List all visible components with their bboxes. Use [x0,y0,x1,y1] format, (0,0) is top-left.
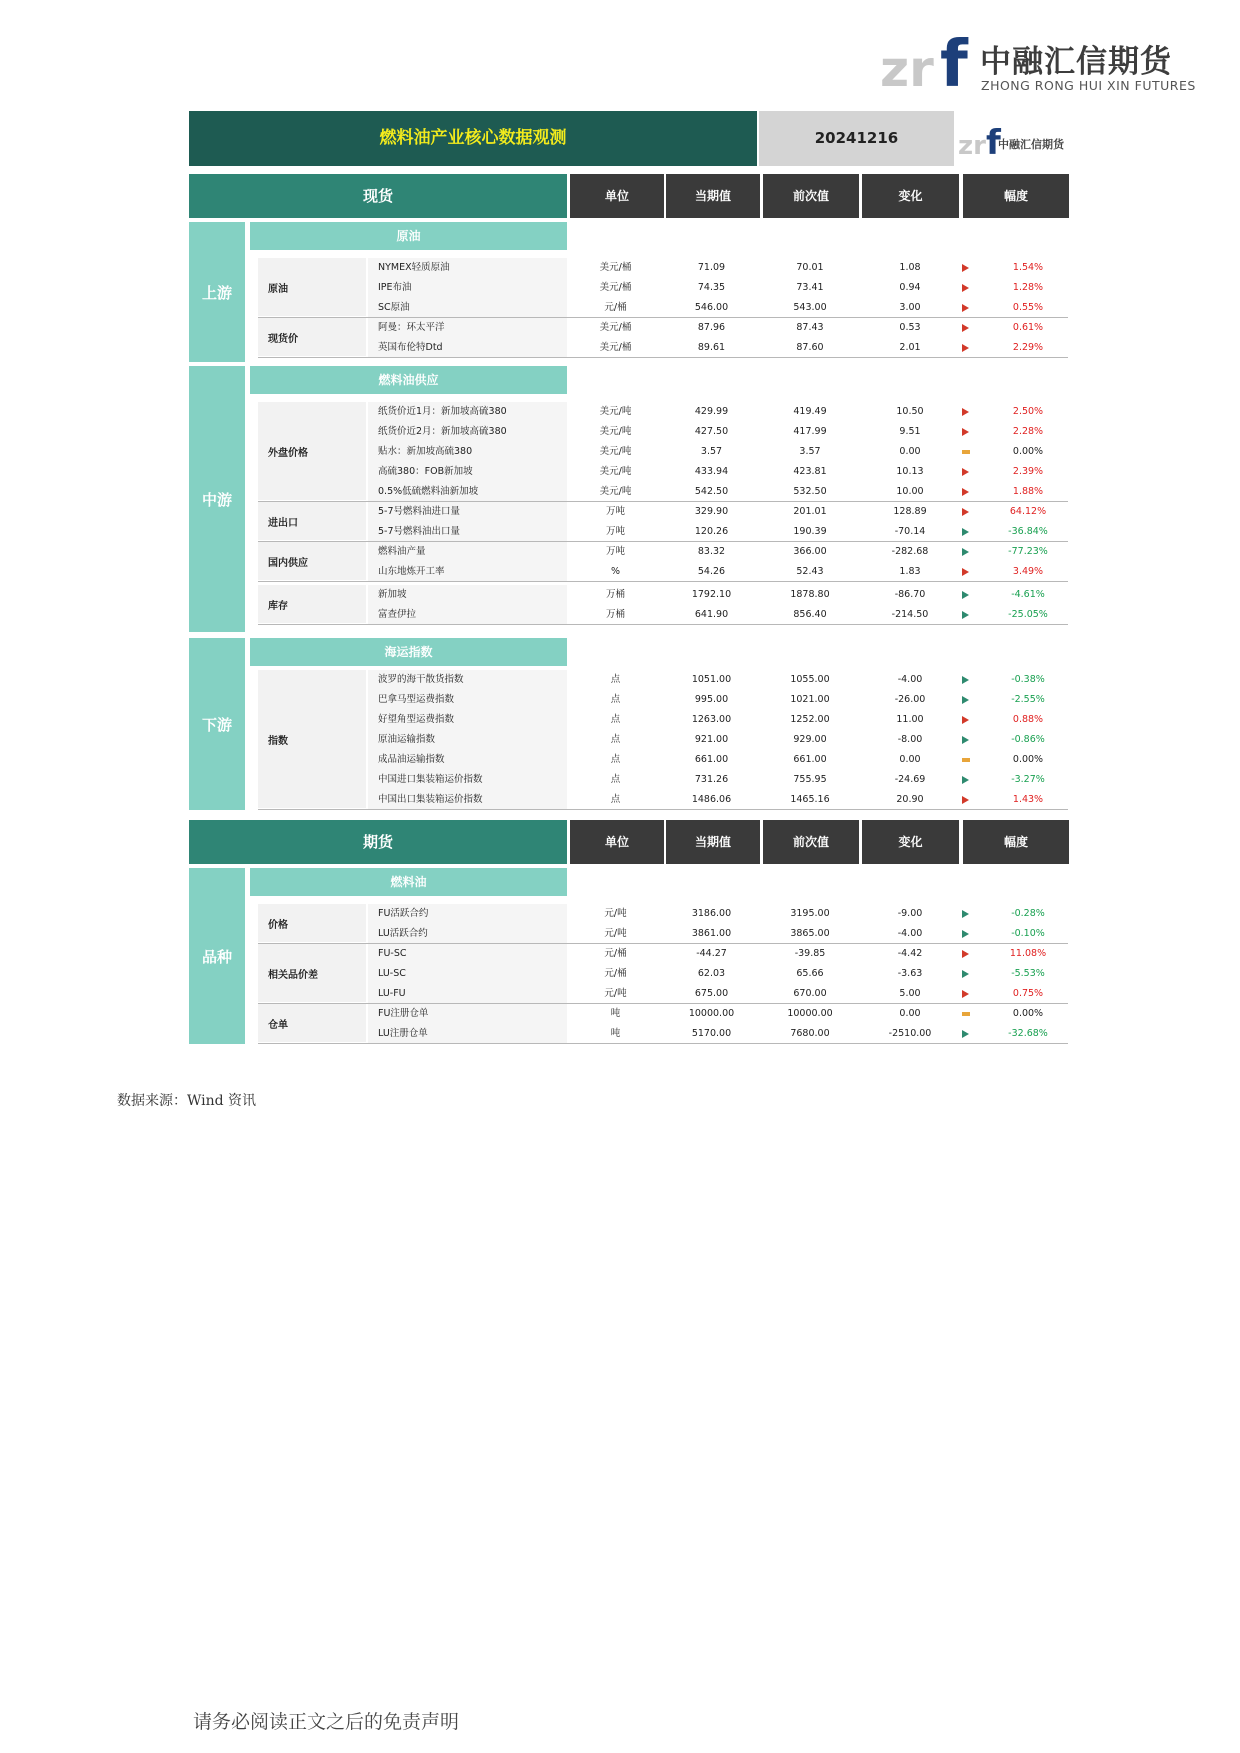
row-pct-change: 0.61% [1012,322,1044,333]
row-previous-value: 366.00 [793,546,827,557]
table-row [368,924,1068,944]
row-pct-change: -3.27% [1011,774,1045,785]
row-previous-value: 423.81 [793,466,827,477]
row-current-value: 3186.00 [691,908,732,919]
row-previous-value: 73.41 [796,282,824,293]
row-change: -4.00 [897,928,923,939]
row-unit: 点 [610,674,621,685]
row-unit: 元/吨 [604,908,627,919]
futures-header: 期货 [189,820,567,864]
row-unit: 万吨 [605,506,625,517]
down-flag-icon [962,910,969,918]
svg-text:f: f [986,123,1001,160]
row-name: 原油运输指数 [378,734,436,745]
downstream-side-label: 下游 [189,638,245,810]
row-pct-change: -36.84% [1008,526,1048,537]
table-row [368,964,1068,984]
row-current-value: 74.35 [697,282,726,293]
row-name: FU注册仓单 [378,1008,429,1019]
row-unit: 点 [610,794,621,805]
row-change: 0.00 [899,446,921,457]
column-header-previous: 前次值 [763,174,859,218]
up-flag-icon [962,264,969,272]
row-pct-change: -0.10% [1011,928,1045,939]
up-flag-icon [962,568,969,576]
row-current-value: 120.26 [694,526,729,537]
row-change: 10.13 [896,466,924,477]
row-name: 山东地炼开工率 [378,566,445,577]
table-row [368,690,1068,710]
row-pct-change: -77.23% [1008,546,1048,557]
table-row [368,318,1068,338]
row-change: 1.83 [899,566,921,577]
row-previous-value: 1252.00 [790,714,830,725]
table-row [368,522,1068,542]
column-header-unit: 单位 [570,174,664,218]
row-name: 新加坡 [378,589,407,600]
row-name: 好望角型运费指数 [378,714,455,725]
row-previous-value: 65.66 [796,968,824,979]
row-change: -4.42 [897,948,923,959]
row-pct-change: 0.00% [1012,446,1044,457]
table-row [368,338,1068,358]
row-name: FU-SC [378,948,407,959]
row-name: 波罗的海干散货指数 [378,674,464,685]
table-row [368,790,1068,810]
row-unit: 万桶 [605,609,625,620]
row-previous-value: -39.85 [794,948,826,959]
row-current-value: 5170.00 [691,1028,732,1039]
row-previous-value: 201.01 [793,506,827,517]
row-name: 0.5%低硫燃料油新加坡 [378,486,479,497]
row-unit: 美元/吨 [599,406,632,417]
row-unit: 元/桶 [604,968,627,979]
row-previous-value: 190.39 [793,526,827,537]
row-change: -24.69 [894,774,926,785]
row-unit: 吨 [610,1028,621,1039]
row-pct-change: 3.49% [1012,566,1044,577]
up-flag-icon [962,796,969,804]
up-flag-icon [962,304,969,312]
table-row [368,482,1068,502]
row-pct-change: -0.38% [1011,674,1045,685]
row-name: 成品油运输指数 [378,754,445,765]
up-flag-icon [962,468,969,476]
row-name: 阿曼：环太平洋 [378,322,445,333]
table-row [368,904,1068,924]
column-header-current: 当期值 [666,820,760,864]
logo-english-name: ZHONG RONG HUI XIN FUTURES [981,78,1196,93]
category-label: 指数 [258,670,366,808]
up-flag-icon [962,284,969,292]
row-unit: 点 [610,774,621,785]
row-previous-value: 532.50 [793,486,827,497]
row-name: LU-FU [378,988,406,999]
row-pct-change: 0.88% [1012,714,1044,725]
row-name: 纸货价近1月：新加坡高硫380 [378,406,507,417]
table-row [368,542,1068,562]
row-change: -3.63 [897,968,923,979]
row-previous-value: 1465.16 [790,794,830,805]
table-row [368,442,1068,462]
row-unit: 美元/桶 [599,282,632,293]
up-flag-icon [962,716,969,724]
column-header-change: 变化 [862,174,959,218]
down-flag-icon [962,696,969,704]
row-previous-value: 70.01 [796,262,824,273]
flat-bar-icon [962,450,970,454]
row-change: 128.89 [893,506,927,517]
row-unit: % [610,566,621,577]
up-flag-icon [962,950,969,958]
row-unit: 元/桶 [604,948,627,959]
row-change: -26.00 [894,694,926,705]
row-current-value: 427.50 [694,426,729,437]
row-pct-change: -2.55% [1011,694,1045,705]
row-unit: 吨 [610,1008,621,1019]
row-current-value: 71.09 [697,262,726,273]
row-unit: 美元/吨 [599,486,632,497]
row-change: 0.94 [899,282,921,293]
row-name: 贴水：新加坡高硫380 [378,446,473,457]
table-row [368,944,1068,964]
row-pct-change: 2.28% [1012,426,1044,437]
row-change: -8.00 [897,734,923,745]
row-current-value: 433.94 [694,466,729,477]
row-change: 0.00 [899,1008,921,1019]
group-divider [258,357,1068,358]
row-previous-value: 856.40 [793,609,827,620]
row-previous-value: 1021.00 [790,694,830,705]
upstream-side-label: 上游 [189,222,245,362]
up-flag-icon [962,344,969,352]
table-row [368,278,1068,298]
group-divider [258,809,1068,810]
source-note: 数据来源：Wind 资讯 [117,1093,257,1109]
row-pct-change: 11.08% [1009,948,1047,959]
table-row [368,730,1068,750]
category-label: 相关品价差 [258,944,366,1002]
row-previous-value: 7680.00 [790,1028,830,1039]
row-change: 20.90 [896,794,924,805]
row-name: 中国进口集装箱运价指数 [378,774,483,785]
down-flag-icon [962,528,969,536]
group-divider [258,581,1068,582]
row-name: IPE布油 [378,282,412,293]
column-header-current: 当期值 [666,174,760,218]
row-previous-value: 755.95 [793,774,827,785]
row-pct-change: -32.68% [1008,1028,1048,1039]
row-pct-change: 0.00% [1012,1008,1044,1019]
row-name: NYMEX轻质原油 [378,262,450,273]
row-current-value: 329.90 [694,506,729,517]
row-current-value: 3.57 [700,446,723,457]
row-pct-change: 2.39% [1012,466,1044,477]
small-company-logo [958,120,1068,164]
column-header-pct: 幅度 [963,820,1069,864]
zrf-logo-icon [880,28,980,92]
down-flag-icon [962,736,969,744]
row-pct-change: 1.88% [1012,486,1044,497]
company-logo [880,28,1196,98]
row-pct-change: -0.28% [1011,908,1045,919]
down-flag-icon [962,776,969,784]
row-current-value: 731.26 [694,774,729,785]
row-change: 2.01 [899,342,921,353]
row-pct-change: 1.54% [1012,262,1044,273]
row-current-value: 3861.00 [691,928,732,939]
table-row [368,1024,1068,1044]
row-pct-change: -0.86% [1011,734,1045,745]
row-pct-change: 2.29% [1012,342,1044,353]
row-unit: 万吨 [605,526,625,537]
futures-variety-side-label: 品种 [189,868,245,1044]
midstream-side-label: 中游 [189,366,245,632]
column-header-change: 变化 [862,820,959,864]
category-label: 原油 [258,258,366,316]
row-change: 5.00 [899,988,921,999]
row-unit: 点 [610,714,621,725]
table-row [368,462,1068,482]
table-row [368,402,1068,422]
row-change: -4.00 [897,674,923,685]
table-row [368,605,1068,625]
row-previous-value: 670.00 [793,988,827,999]
category-label: 外盘价格 [258,402,366,500]
row-pct-change: 0.55% [1012,302,1044,313]
table-row [368,984,1068,1004]
flat-bar-icon [962,758,970,762]
row-name: 燃料油产量 [378,546,426,557]
spot-header: 现货 [189,174,567,218]
row-current-value: 641.90 [694,609,729,620]
row-pct-change: 64.12% [1009,506,1047,517]
small-zrf-logo-icon [958,120,1002,160]
down-flag-icon [962,676,969,684]
report-date: 20241216 [759,111,954,166]
row-change: 3.00 [899,302,921,313]
table-row [368,670,1068,690]
category-label: 国内供应 [258,542,366,580]
row-change: -86.70 [894,589,926,600]
downstream-sub-header: 海运指数 [250,638,567,666]
row-current-value: 89.61 [697,342,726,353]
table-row [368,502,1068,522]
up-flag-icon [962,408,969,416]
row-name: 巴拿马型运费指数 [378,694,455,705]
row-current-value: 1051.00 [691,674,732,685]
row-name: 5-7号燃料油进口量 [378,506,461,517]
row-name: LU注册仓单 [378,1028,428,1039]
table-row [368,258,1068,278]
row-previous-value: 52.43 [796,566,824,577]
row-change: 10.00 [896,486,924,497]
row-unit: 美元/桶 [599,262,632,273]
row-previous-value: 1055.00 [790,674,830,685]
row-previous-value: 3865.00 [790,928,830,939]
table-row [368,710,1068,730]
row-name: FU活跃合约 [378,908,429,919]
category-label: 现货价 [258,318,366,356]
upstream-sub-header: 原油 [250,222,567,250]
row-unit: 美元/桶 [599,322,632,333]
row-name: 纸货价近2月：新加坡高硫380 [378,426,507,437]
row-current-value: 921.00 [694,734,729,745]
row-unit: 元/吨 [604,928,627,939]
group-divider [258,1043,1068,1044]
row-name: 富查伊拉 [378,609,417,620]
row-pct-change: -25.05% [1008,609,1048,620]
row-unit: 元/吨 [604,988,627,999]
row-change: 1.08 [899,262,921,273]
down-flag-icon [962,591,969,599]
row-unit: 点 [610,694,621,705]
table-row [368,750,1068,770]
row-unit: 美元/桶 [599,342,632,353]
row-current-value: 62.03 [697,968,726,979]
row-change: 11.00 [896,714,924,725]
table-row [368,1004,1068,1024]
up-flag-icon [962,990,969,998]
row-pct-change: -4.61% [1011,589,1045,600]
column-header-unit: 单位 [570,820,664,864]
row-current-value: 87.96 [697,322,726,333]
row-pct-change: 2.50% [1012,406,1044,417]
row-current-value: 995.00 [694,694,729,705]
row-pct-change: -5.53% [1011,968,1045,979]
row-change: -70.14 [894,526,926,537]
row-change: -2510.00 [888,1028,932,1039]
up-flag-icon [962,324,969,332]
row-current-value: 661.00 [694,754,729,765]
row-current-value: 83.32 [697,546,726,557]
row-unit: 美元/吨 [599,426,632,437]
svg-text:zr: zr [880,40,934,92]
down-flag-icon [962,970,969,978]
svg-text:f: f [940,28,968,92]
table-row [368,422,1068,442]
row-previous-value: 10000.00 [787,1008,833,1019]
row-current-value: 429.99 [694,406,729,417]
svg-text:zr: zr [958,131,986,160]
down-flag-icon [962,1030,969,1038]
category-label: 进出口 [258,502,366,540]
logo-chinese-name: 中融汇信期货 [980,44,1172,80]
category-label: 仓单 [258,1004,366,1042]
row-change: 0.53 [899,322,921,333]
row-unit: 点 [610,754,621,765]
row-current-value: 1263.00 [691,714,732,725]
group-divider [258,624,1068,625]
row-name: SC原油 [378,302,410,313]
row-change: -214.50 [891,609,929,620]
row-unit: 万吨 [605,546,625,557]
down-flag-icon [962,611,969,619]
disclaimer: 请务必阅读正文之后的免责声明 [193,1711,460,1733]
row-pct-change: 0.00% [1012,754,1044,765]
up-flag-icon [962,488,969,496]
row-change: 10.50 [896,406,924,417]
row-previous-value: 87.43 [796,322,824,333]
row-previous-value: 543.00 [793,302,827,313]
row-change: -9.00 [897,908,923,919]
row-unit: 美元/吨 [599,446,632,457]
row-previous-value: 419.49 [793,406,827,417]
row-name: 英国布伦特Dtd [378,342,443,353]
table-title: 燃料油产业核心数据观测 [379,128,567,148]
row-current-value: 546.00 [694,302,729,313]
category-label: 库存 [258,585,366,623]
row-current-value: 675.00 [694,988,729,999]
up-flag-icon [962,428,969,436]
row-current-value: 1792.10 [691,589,732,600]
row-name: LU-SC [378,968,406,979]
row-pct-change: 1.43% [1012,794,1044,805]
table-row [368,585,1068,605]
row-unit: 万桶 [605,589,625,600]
row-name: 高硫380：FOB新加坡 [378,466,473,477]
row-change: -282.68 [891,546,929,557]
row-current-value: -44.27 [696,948,727,959]
row-name: 5-7号燃料油出口量 [378,526,461,537]
column-header-previous: 前次值 [763,820,859,864]
row-previous-value: 417.99 [793,426,827,437]
row-name: 中国出口集装箱运价指数 [378,794,483,805]
row-previous-value: 87.60 [796,342,824,353]
row-unit: 点 [610,734,621,745]
row-previous-value: 929.00 [793,734,827,745]
row-name: LU活跃合约 [378,928,428,939]
row-previous-value: 3.57 [799,446,821,457]
row-change: 9.51 [899,426,921,437]
row-current-value: 10000.00 [688,1008,735,1019]
row-current-value: 542.50 [694,486,729,497]
down-flag-icon [962,930,969,938]
down-flag-icon [962,548,969,556]
category-label: 价格 [258,904,366,942]
up-flag-icon [962,508,969,516]
row-pct-change: 0.75% [1012,988,1044,999]
table-row [368,770,1068,790]
row-previous-value: 661.00 [793,754,827,765]
flat-bar-icon [962,1012,970,1016]
row-current-value: 1486.06 [691,794,732,805]
row-unit: 美元/吨 [599,466,632,477]
row-pct-change: 1.28% [1012,282,1044,293]
column-header-pct: 幅度 [963,174,1069,218]
row-previous-value: 3195.00 [790,908,830,919]
row-previous-value: 1878.80 [790,589,830,600]
row-current-value: 54.26 [697,566,726,577]
table-row [368,298,1068,318]
midstream-sub-header: 燃料油供应 [250,366,567,394]
small-logo-text: 中融汇信期货 [998,138,1064,151]
row-change: 0.00 [899,754,921,765]
table-row [368,562,1068,582]
row-unit: 元/桶 [604,302,627,313]
futures-variety-sub-header: 燃料油 [250,868,567,896]
